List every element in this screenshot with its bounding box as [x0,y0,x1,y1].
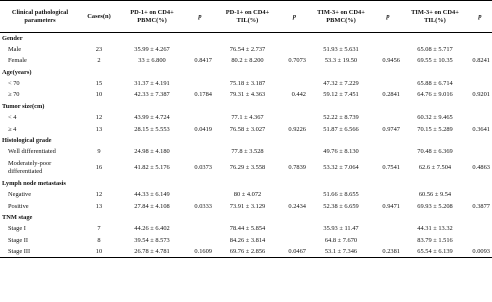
p3-cell [374,78,402,89]
tim3-til-cell: 69.55 ± 10.35 [417,57,453,65]
table-row [0,158,492,178]
p4-cell [468,112,492,123]
tim3-til-cell: 65.08 ± 5.717 [417,45,453,53]
section-header [0,178,492,189]
table-row [0,246,492,257]
p2-cell [281,223,308,234]
row-label: Well differentiated [8,148,56,156]
header-p4: p [468,1,492,33]
pd1-til-cell: 73.91 ± 3.129 [229,202,266,210]
header-param: Clinical pathological parameters [0,1,80,33]
p3-cell: 0.2381 [374,246,402,257]
table-row [0,44,492,55]
table-row [0,55,492,66]
header-pd1-til: PD-1+ on CD4+ TIL(%) [214,1,281,33]
p2-cell [281,78,308,89]
pd1-pbmc-cell: 43.99 ± 4.724 [134,114,170,122]
p4-cell: 0.0093 [468,246,492,257]
tim3-pbmc-cell: 64.8 ± 7.670 [324,236,358,244]
tim3-til-cell: 60.56 ± 9.54 [418,191,452,199]
pd1-pbmc-cell: 44.33 ± 6.149 [134,191,170,199]
cases-cell: 23 [95,45,103,53]
section-title: Gender [2,34,23,42]
p1-cell [186,78,214,89]
cases-cell: 16 [95,164,103,172]
pd1-pbmc-cell: 27.84 ± 4.108 [134,202,170,210]
tim3-til-cell: 83.79 ± 1.516 [417,236,453,244]
p4-cell [468,235,492,246]
row-label: Moderately-poor differentiated [8,159,52,175]
cases-cell: 13 [95,125,103,133]
table-row [0,78,492,89]
table-row [0,89,492,100]
pd1-pbmc-cell: 33 ± 6.800 [138,57,166,65]
table-row [0,189,492,200]
pd1-til-cell: 77.8 ± 3.528 [231,148,264,156]
cases-cell: 12 [95,114,103,122]
pd1-til-cell: 69.76 ± 2.856 [214,246,281,257]
p2-cell: 0.0467 [281,246,308,257]
pd1-pbmc-cell: 41.82 ± 5.176 [134,164,170,172]
cases-cell: 7 [97,225,101,233]
header-pd1-pbmc: PD-1+ on CD4+ PBMC(%) [118,1,186,33]
p1-cell [186,44,214,55]
tim3-til-cell: 70.48 ± 6.369 [417,148,453,156]
tim3-pbmc-cell: 53.1 ± 7.346 [308,246,374,257]
p2-cell [281,112,308,123]
tim3-til-cell: 62.6 ± 7.504 [418,164,452,172]
row-label: < 70 [8,80,20,88]
p3-cell: 0.2841 [382,91,400,99]
p3-cell [374,223,402,234]
pd1-til-cell: 75.18 ± 3.187 [229,80,266,88]
p1-cell [186,146,214,157]
p3-cell: 0.9747 [382,125,400,133]
row-label: ≥ 4 [8,125,17,133]
tim3-til-cell: 65.88 ± 6.714 [417,80,453,88]
header-p1: p [186,1,214,33]
p3-cell: 0.7541 [382,164,400,172]
row-label: < 4 [8,114,17,122]
tim3-pbmc-cell: 51.66 ± 8.655 [323,191,359,199]
p3-cell [374,112,402,123]
pd1-pbmc-cell: 31.37 ± 4.191 [134,80,170,88]
p2-cell: 0.442 [291,91,306,99]
cases-cell: 10 [95,91,103,99]
table-row [0,201,492,212]
header-p3: p [374,1,402,33]
row-label: Negative [8,191,32,199]
p3-cell [374,146,402,157]
p4-cell: 0.9201 [472,91,490,99]
p3-cell [374,44,402,55]
pd1-til-cell: 78.44 ± 5.854 [229,225,266,233]
tim3-til-cell: 44.31 ± 13.32 [417,225,453,233]
p4-cell: 0.4863 [472,164,490,172]
pd1-pbmc-cell: 24.98 ± 4.180 [134,148,170,156]
table-row [0,146,492,157]
header-tim3-til: TIM-3+ on CD4+ TIL(%) [402,1,468,33]
p1-cell: 0.1609 [186,246,214,257]
tim3-pbmc-cell: 53.3 ± 19.50 [324,57,358,65]
header-row [0,1,492,33]
pd1-pbmc-cell: 28.15 ± 5.553 [134,125,170,133]
header-p2: p [281,1,308,33]
p2-cell: 0.7839 [288,164,306,172]
p3-cell: 0.9456 [382,57,400,65]
p1-cell: 0.0419 [194,125,212,133]
table-body [0,33,492,258]
p4-cell: 0.3877 [472,202,490,210]
pd1-til-cell: 80.2 ± 8.200 [231,57,264,65]
section-header [0,101,492,112]
table-row [0,112,492,123]
p3-cell: 0.9471 [382,202,400,210]
pd1-til-cell: 80 ± 4.072 [233,191,262,199]
tim3-pbmc-cell: 59.12 ± 7.451 [323,91,359,99]
pd1-pbmc-cell: 35.99 ± 4.267 [134,45,170,53]
p2-cell [281,189,308,200]
tim3-til-cell: 69.93 ± 5.208 [417,202,453,210]
pd1-til-cell: 79.31 ± 4.363 [229,91,266,99]
row-label: Positive [8,202,29,210]
p4-cell [468,44,492,55]
cases-cell: 13 [95,202,103,210]
table-row [0,235,492,246]
p1-cell: 0.0373 [194,164,212,172]
section-title: Lymph node metastasis [2,179,66,187]
tim3-pbmc-cell: 52.38 ± 6.659 [323,202,359,210]
tim3-pbmc-cell: 49.76 ± 8.130 [323,148,359,156]
tim3-til-cell: 60.32 ± 9.465 [417,114,453,122]
tim3-pbmc-cell: 35.93 ± 11.47 [323,225,359,233]
p4-cell [468,146,492,157]
p1-cell: 0.8417 [194,57,212,65]
cases-cell: 12 [95,191,103,199]
p2-cell: 0.2434 [288,202,306,210]
section-title: Tumor size(cm) [2,102,45,110]
pd1-pbmc-cell: 39.54 ± 8.573 [134,236,170,244]
section-header [0,135,492,146]
cases-cell: 8 [97,236,101,244]
section-header [0,212,492,223]
row-label: Stage III [0,246,80,257]
tim3-pbmc-cell: 47.32 ± 7.229 [323,80,359,88]
pd1-pbmc-cell: 44.26 ± 6.402 [134,225,170,233]
row-label: Stage II [8,236,29,244]
section-title: Histological grade [2,137,52,145]
p4-cell: 0.8241 [472,57,490,65]
table-row [0,124,492,135]
p2-cell [281,146,308,157]
p2-cell: 0.9226 [288,125,306,133]
p2-cell [281,235,308,246]
p1-cell [186,189,214,200]
p1-cell: 0.0333 [194,202,212,210]
row-label: Male [8,45,22,53]
p2-cell: 0.7073 [288,57,306,65]
cases-cell: 10 [80,246,118,257]
tim3-til-cell: 70.15 ± 5.289 [417,125,453,133]
section-title: TNM stage [2,213,33,221]
pd1-til-cell: 76.58 ± 3.027 [229,125,266,133]
cases-cell: 2 [97,57,101,65]
cases-cell: 9 [97,148,101,156]
p4-cell [468,223,492,234]
row-label: Stage I [8,225,26,233]
p1-cell [186,235,214,246]
pd1-pbmc-cell: 26.78 ± 4.781 [118,246,186,257]
p2-cell [281,44,308,55]
header-tim3-pbmc: TIM-3+ on CD4+ PBMC(%) [308,1,374,33]
p1-cell [186,112,214,123]
pd1-til-cell: 76.54 ± 2.737 [229,45,266,53]
p1-cell: 0.1784 [194,91,212,99]
tim3-pbmc-cell: 51.93 ± 5.631 [323,45,359,53]
row-label: Female [8,57,27,65]
tim3-til-cell: 65.54 ± 6.139 [402,246,468,257]
p4-cell: 0.3641 [472,125,490,133]
p4-cell [468,78,492,89]
section-header [0,33,492,44]
header-cases: Cases(n) [80,1,118,33]
tim3-pbmc-cell: 51.87 ± 6.566 [323,125,359,133]
p1-cell [186,223,214,234]
section-title: Age(years) [2,68,32,76]
pd1-til-cell: 77.1 ± 4.367 [231,114,264,122]
pd1-pbmc-cell: 42.33 ± 7.387 [134,91,170,99]
p3-cell [374,235,402,246]
pd1-til-cell: 76.29 ± 3.558 [229,164,266,172]
p3-cell [374,189,402,200]
tim3-pbmc-cell: 53.32 ± 7.064 [323,164,359,172]
section-header [0,67,492,78]
tim3-til-cell: 64.76 ± 9.016 [417,91,453,99]
table-row [0,223,492,234]
pd1-til-cell: 84.26 ± 3.814 [229,236,266,244]
cases-cell: 15 [95,80,103,88]
row-label: ≥ 70 [8,91,20,99]
tim3-pbmc-cell: 52.22 ± 8.739 [323,114,359,122]
p4-cell [468,189,492,200]
